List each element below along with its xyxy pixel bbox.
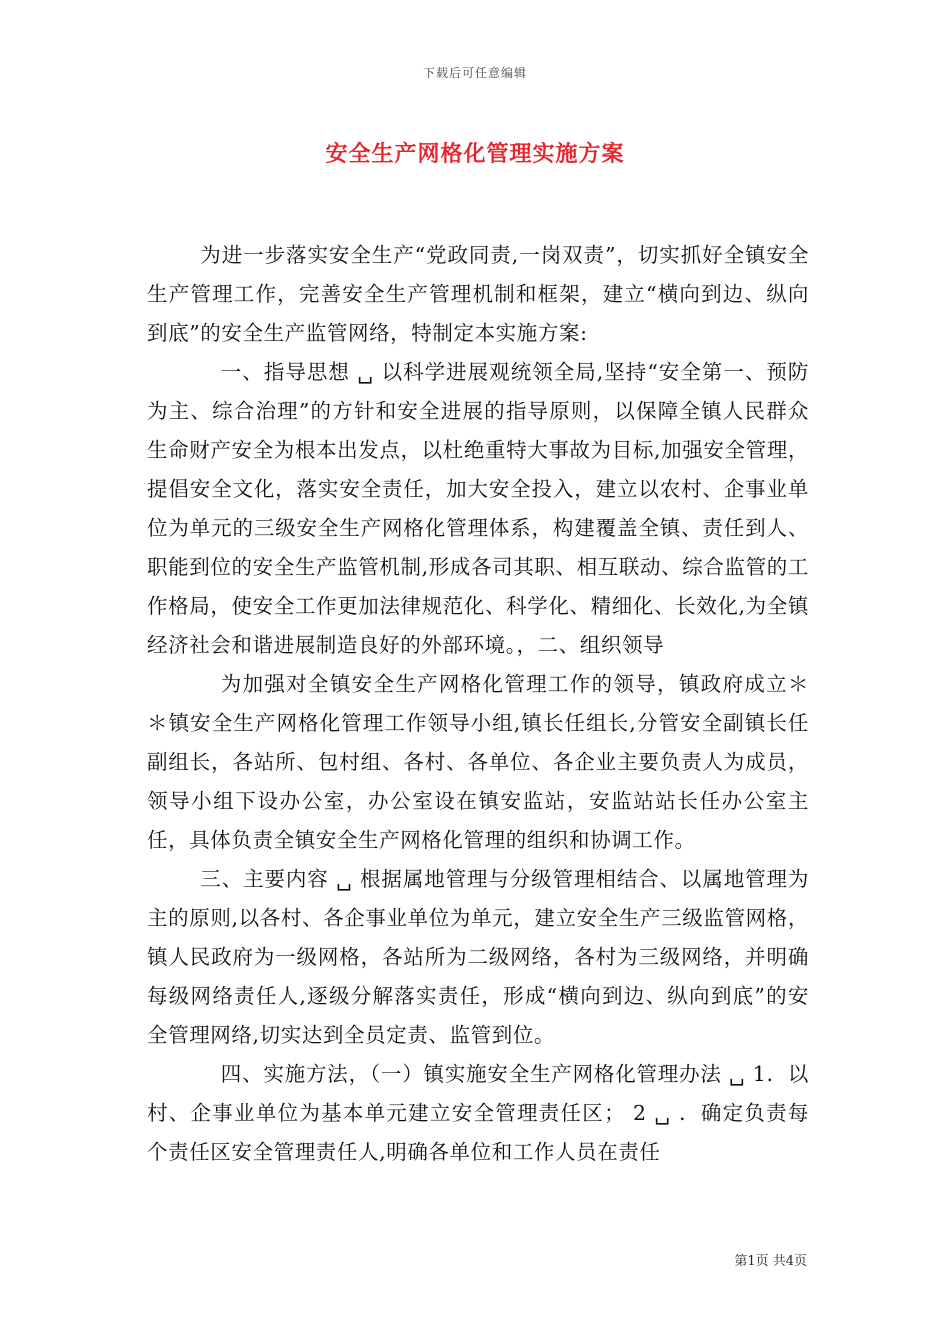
paragraph-intro: 为进一步落实安全生产“党政同责,一岗双责”，切实抓好全镇安全生产管理工作，完善安全生产管理机制和框架，建立“横向到边、纵向到底”的安全生产监管网络，特制定本实施方案:	[147, 243, 809, 345]
paragraph-main-content: 三、主要内容 ␣ 根据属地管理与分级管理相结合、以属地管理为主的原则,以各村、各企事业单位为单元，建立安全生产三级监管网格，镇人民政府为一级网格，各站所为二级网络，各村为三级网络，并明确每级网络责任人,逐级分解落实责任，形成“横向到边、纵向到底”的安全管理网络,切实达到全员定责、监管到位。	[147, 867, 809, 1047]
page-header-note: 下载后可任意编辑	[422, 66, 527, 80]
paragraph-organization: 为加强对全镇安全生产网格化管理工作的领导，镇政府成立＊＊镇安全生产网格化管理工作领导小组,镇长任组长,分管安全副镇长任副组长，各站所、包村组、各村、各单位、各企业主要负责人为成员，领导小组下设办公室，办公室设在镇安监站，安监站站长任办公室主任，具体负责全镇安全生产网格化管理的组织和协调工作。	[147, 672, 809, 852]
paragraph-guiding-ideology: 一、指导思想 ␣ 以科学进展观统领全局,坚持“安全第一、预防为主、综合治理”的方针和安全进展的指导原则，以保障全镇人民群众生命财产安全为根本出发点，以杜绝重特大事故为目标,加强安全管理，提倡安全文化，落实安全责任，加大安全投入，建立以农村、企事业单位为单元的三级安全生产网格化管理体系，构建覆盖全镇、责任到人、职能到位的安全生产监管机制,形成各司其职、相互联动、综合监管的工作格局，使安全工作更加法律规范化、科学化、精细化、长效化,为全镇经济社会和谐进展制造良好的外部环境。，二、组织领导	[147, 360, 809, 657]
page-number: 第1页 共4页	[734, 1254, 807, 1269]
document-body	[147, 236, 809, 1172]
paragraph-implementation: 四、实施方法，（一）镇实施安全生产网格化管理办法 ␣ 1．以村、企事业单位为基本单元建立安全管理责任区； 2 ␣ ．确定负责每个责任区安全管理责任人,明确各单位和工作人员在责任	[147, 1062, 809, 1164]
document-title: 安全生产网格化管理实施方案	[325, 141, 625, 167]
